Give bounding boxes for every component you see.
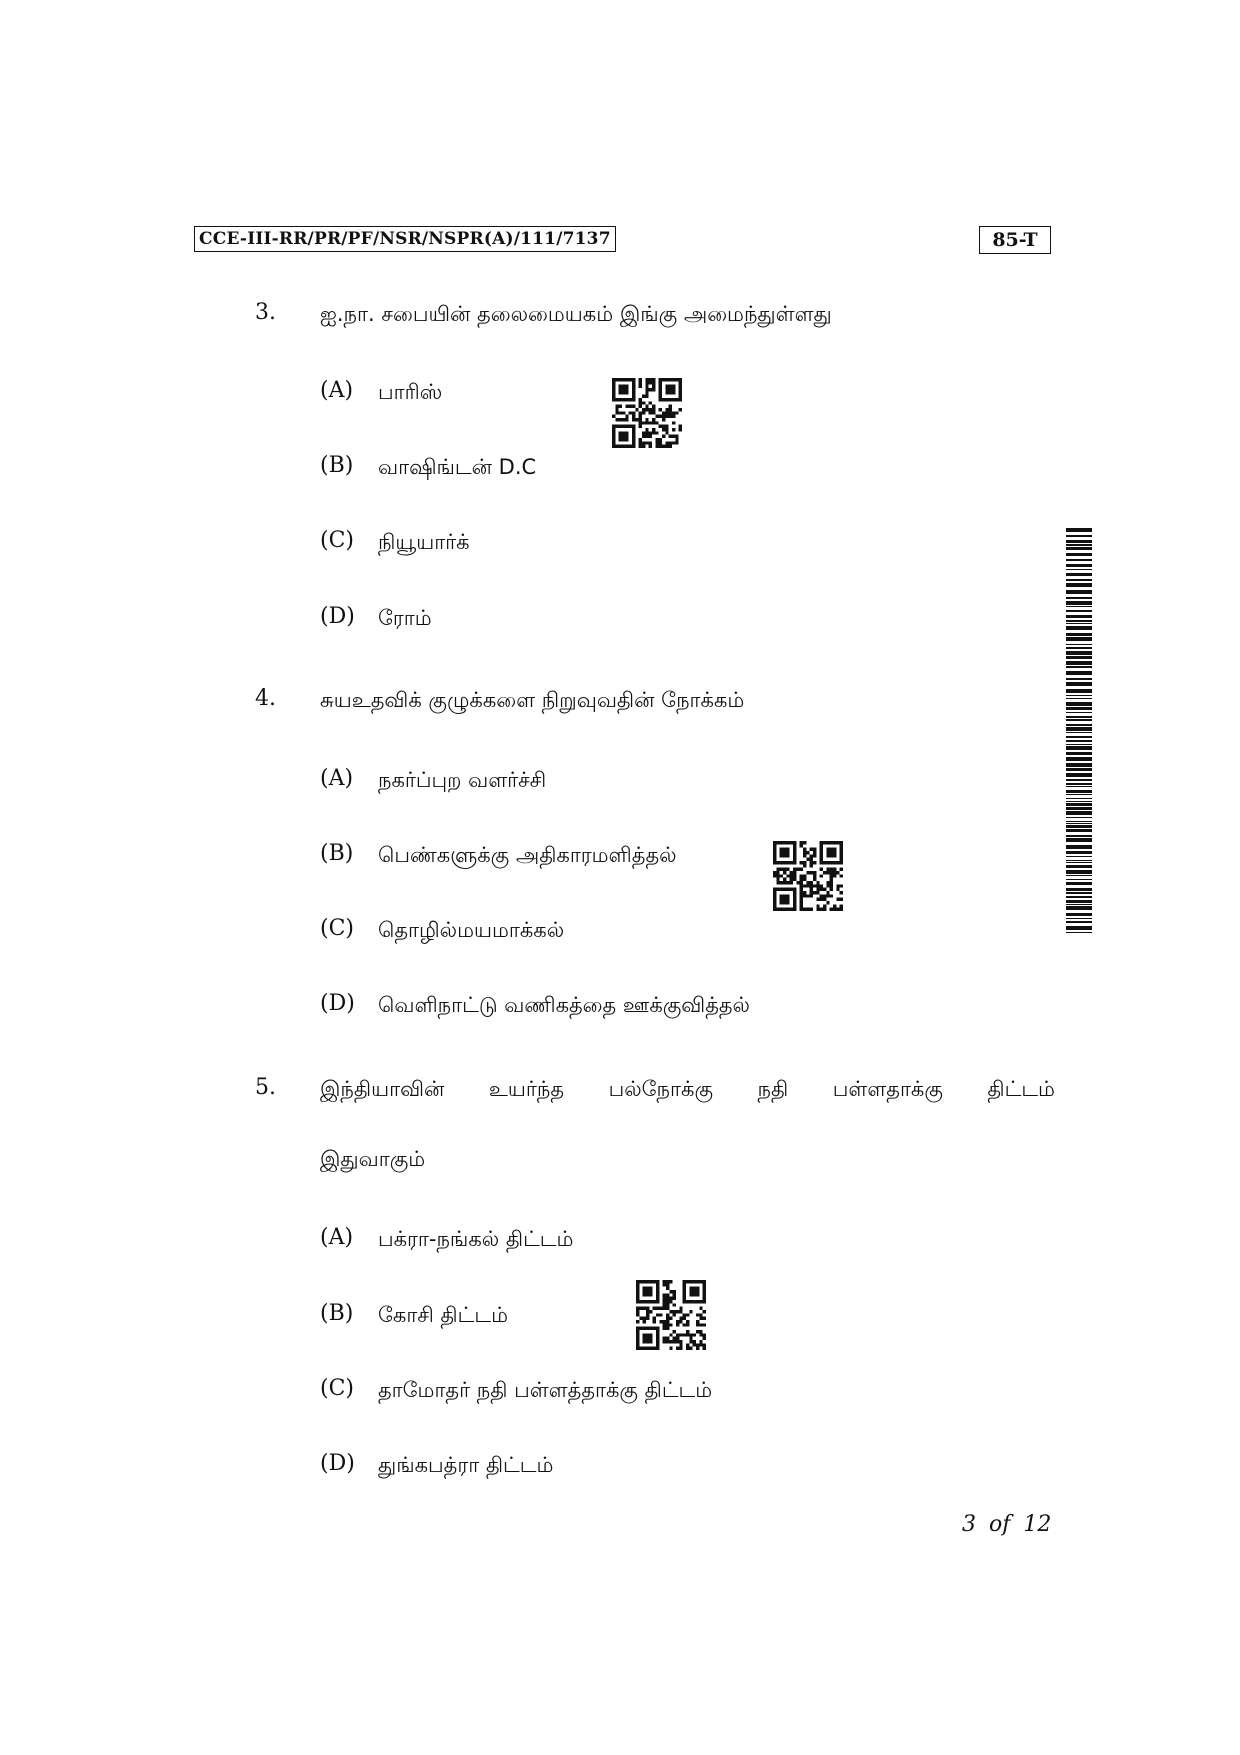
question-5-number: 5. — [255, 1075, 276, 1100]
q5-option-a-text: பக்ரா-நங்கல் திட்டம் — [378, 1227, 574, 1251]
barcode-icon — [1066, 528, 1092, 933]
q5-option-d-letter: (D) — [320, 1451, 355, 1476]
q5-option-d-text: துங்கபத்ரா திட்டம் — [378, 1453, 554, 1477]
qr-code-icon — [612, 378, 682, 448]
qr-code-icon — [773, 841, 843, 911]
q3-option-d-letter: (D) — [320, 604, 355, 629]
q4-option-c-text: தொழில்மயமாக்கல் — [378, 918, 565, 942]
question-4-number: 4. — [255, 686, 276, 711]
q3-option-d-text: ரோம் — [378, 606, 432, 630]
q5-option-a-letter: (A) — [320, 1225, 354, 1250]
q4-option-a-text: நகர்ப்புற வளர்ச்சி — [378, 768, 547, 792]
page-code-box: 85-T — [979, 226, 1051, 254]
q3-option-b-text: வாஷிங்டன் D.C — [378, 455, 537, 479]
q4-option-b-letter: (B) — [320, 841, 354, 866]
question-3-text: ஐ.நா. சபையின் தலைமையகம் இங்கு அமைந்துள்ளது — [320, 302, 832, 326]
q5-option-c-text: தாமோதர் நதி பள்ளத்தாக்கு திட்டம் — [378, 1378, 713, 1402]
question-4-text: சுயஉதவிக் குழுக்களை நிறுவுவதின் நோக்கம் — [320, 688, 745, 712]
q3-option-c-letter: (C) — [320, 528, 354, 553]
q3-option-b-letter: (B) — [320, 453, 354, 478]
q3-option-c-text: நியூயார்க் — [378, 530, 470, 554]
q3-option-a-text: பாரிஸ் — [378, 380, 443, 404]
page-number: 3 of 12 — [962, 1512, 1052, 1537]
q5-option-c-letter: (C) — [320, 1376, 354, 1401]
question-3-number: 3. — [255, 300, 276, 325]
q4-option-d-letter: (D) — [320, 991, 355, 1016]
q3-option-a-letter: (A) — [320, 378, 354, 403]
question-5-text-line2: இதுவாகும் — [320, 1147, 426, 1171]
q4-option-b-text: பெண்களுக்கு அதிகாரமளித்தல் — [378, 843, 677, 867]
qr-code-icon — [636, 1280, 706, 1350]
question-5-text-line1: இந்தியாவின் உயர்ந்த பல்நோக்கு நதி பள்ளதாக்கு திட்டம் — [320, 1077, 1055, 1101]
q5-option-b-text: கோசி திட்டம் — [378, 1303, 508, 1327]
q4-option-c-letter: (C) — [320, 916, 354, 941]
q5-option-b-letter: (B) — [320, 1301, 354, 1326]
q4-option-d-text: வெளிநாட்டு வணிகத்தை ஊக்குவித்தல் — [378, 993, 750, 1017]
exam-code: CCE-III-RR/PR/PF/NSR/NSPR(A)/111/7137 — [194, 226, 616, 252]
q4-option-a-letter: (A) — [320, 766, 354, 791]
